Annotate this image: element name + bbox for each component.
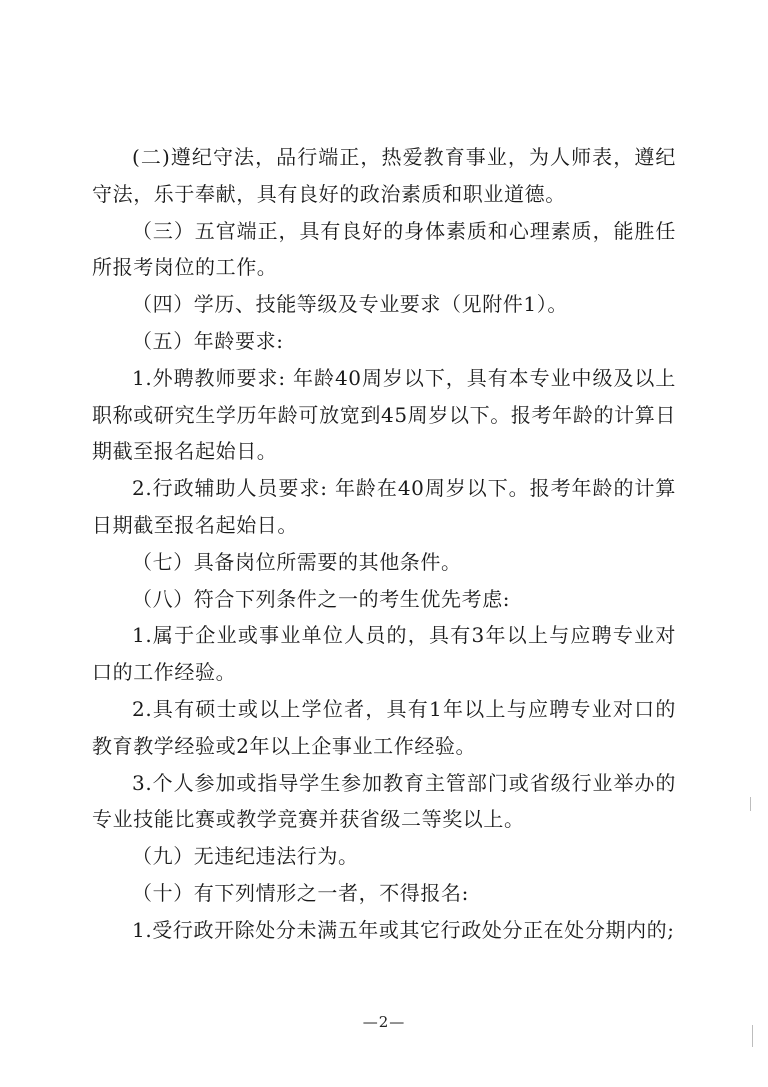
paragraph-exclusions-heading: （十）有下列情形之一者，不得报名: xyxy=(132,880,469,905)
paragraph-priority-1: 1.属于企业或事业单位人员的，具有3年以上与应聘专业对口的工作经验。 xyxy=(92,623,676,685)
paragraph-exclusion-1: 1.受行政开除处分未满五年或其它行政处分正在处分期内的; xyxy=(132,917,675,942)
scan-artifact-line xyxy=(752,1025,753,1047)
paragraph-no-violations: （九）无违纪违法行为。 xyxy=(132,844,359,869)
paragraph-other-conditions: （七）具备岗位所需要的其他条件。 xyxy=(132,549,462,574)
paragraph-age-admin-staff: 2.行政辅助人员要求: 年龄在40周岁以下。报考年龄的计算日期截至报名起始日。 xyxy=(92,476,676,537)
paragraph-priority-heading: （八）符合下列条件之一的考生优先考虑: xyxy=(132,586,511,611)
paragraph-education-requirements: （四）学历、技能等级及专业要求（见附件1）。 xyxy=(132,292,568,317)
paragraph-age-requirements: （五）年龄要求: xyxy=(132,328,284,353)
paragraph-priority-3: 3.个人参加或指导学生参加教育主管部门或省级行业举办的专业技能比赛或教学竞赛并获省级二等奖以上。 xyxy=(92,770,676,832)
document-body xyxy=(92,139,676,949)
paragraph-age-external-teacher: 1.外聘教师要求: 年龄40周岁以下，具有本专业中级及以上职称或研究生学历年龄可放宽到45周岁以下。报考年龄的计算日期截至报名起始日。 xyxy=(92,365,676,464)
paragraph-priority-2: 2.具有硕士或以上学位者，具有1年以上与应聘专业对口的教育教学经验或2年以上企事业工作经验。 xyxy=(92,696,676,758)
page-number: —2— xyxy=(362,1013,406,1031)
paragraph-health: （三）五官端正，具有良好的身体素质和心理素质，能胜任所报考岗位的工作。 xyxy=(92,218,676,280)
scan-artifact-line xyxy=(750,797,751,811)
paragraph-conduct: (二)遵纪守法，品行端正，热爱教育事业，为人师表，遵纪守法，乐于奉献，具有良好的政治素质和职业道德。 xyxy=(92,145,676,206)
